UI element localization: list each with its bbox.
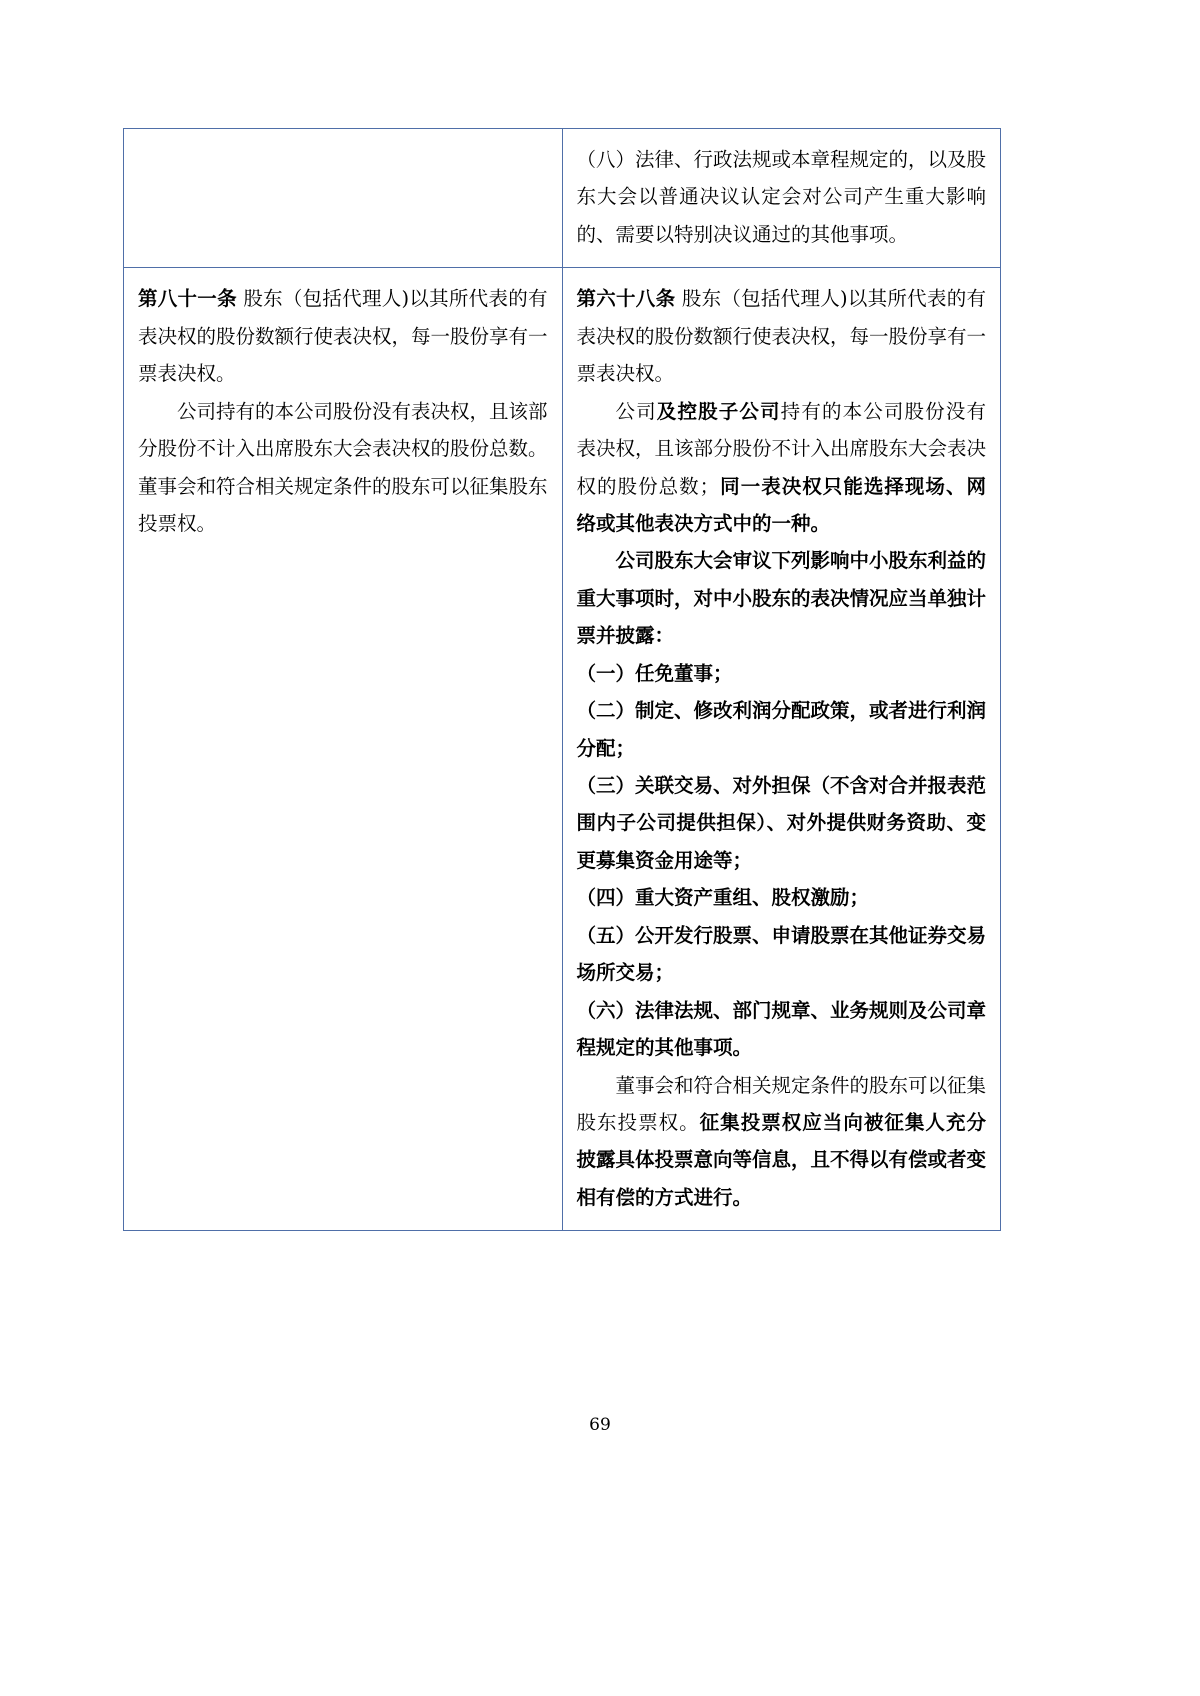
list-item: （五）公开发行股票、申请股票在其他证券交易场所交易； xyxy=(576,923,987,985)
paragraph xyxy=(577,280,987,392)
comparison-table xyxy=(123,128,1001,1231)
list-item: （四）重大资产重组、股权激励； xyxy=(576,886,870,910)
text-segment: 公司 xyxy=(615,399,657,423)
text-segment-bold: 征集投票权应当向被征集人充分披露具体投票意向等信息，且不得以有偿或者变相有偿的方式进行。 xyxy=(576,1110,987,1209)
list-item: （三）关联交易、对外担保（不含对合并报表范围内子公司提供担保）、对外提供财务资助、变更募集资金用途等； xyxy=(576,774,987,872)
table-cell-original xyxy=(124,268,563,1231)
article-text: 股东（包括代理人)以其所代表的有表决权的股份数额行使表决权，每一股份享有一票表决权。 xyxy=(576,287,987,386)
list-item: （一）任免董事； xyxy=(576,661,733,685)
article-text: 股东（包括代理人)以其所代表的有表决权的股份数额行使表决权，每一股份享有一票表决权。 xyxy=(138,287,548,386)
text-segment-bold: 及控股子公司 xyxy=(656,399,781,423)
paragraph xyxy=(138,280,548,392)
table-cell-revised xyxy=(562,129,1001,268)
page-number: 69 xyxy=(589,1415,611,1435)
paragraph: （八）法律、行政法规或本章程规定的，以及股东大会以普通决议认定会对公司产生重大影响的、需要以特别决议通过的其他事项。 xyxy=(576,148,987,246)
text-segment-bold: 同一表决权只能选择现场、网络或其他表决方式中的一种。 xyxy=(576,474,986,535)
paragraph xyxy=(577,393,987,543)
table-row xyxy=(124,268,1001,1231)
table-cell-revised xyxy=(562,268,1001,1231)
table-cell-original xyxy=(124,129,563,268)
article-label: 第六十八条 xyxy=(576,287,676,311)
article-label: 第八十一条 xyxy=(138,287,237,311)
paragraph: 公司持有的本公司股份没有表决权，且该部分股份不计入出席股东大会表决权的股份总数。董事会和符合相关规定条件的股东可以征集股东投票权。 xyxy=(138,399,548,535)
table-row xyxy=(124,129,1001,268)
text-segment: 董事会和符合相关规定条件的股东可以征集股东投票权。 xyxy=(576,1073,987,1134)
list-item: （二）制定、修改利润分配政策，或者进行利润分配； xyxy=(576,699,987,760)
paragraph: 公司股东大会审议下列影响中小股东利益的重大事项时，对中小股东的表决情况应当单独计票并披露： xyxy=(576,549,987,648)
list-item: （六）法律法规、部门规章、业务规则及公司章程规定的其他事项。 xyxy=(576,998,987,1060)
table-body xyxy=(124,129,1001,1231)
paragraph xyxy=(577,1067,987,1217)
text-segment: 持有的本公司股份没有表决权，且该部分股份不计入出席股东大会表决权的股份总数； xyxy=(576,399,987,498)
